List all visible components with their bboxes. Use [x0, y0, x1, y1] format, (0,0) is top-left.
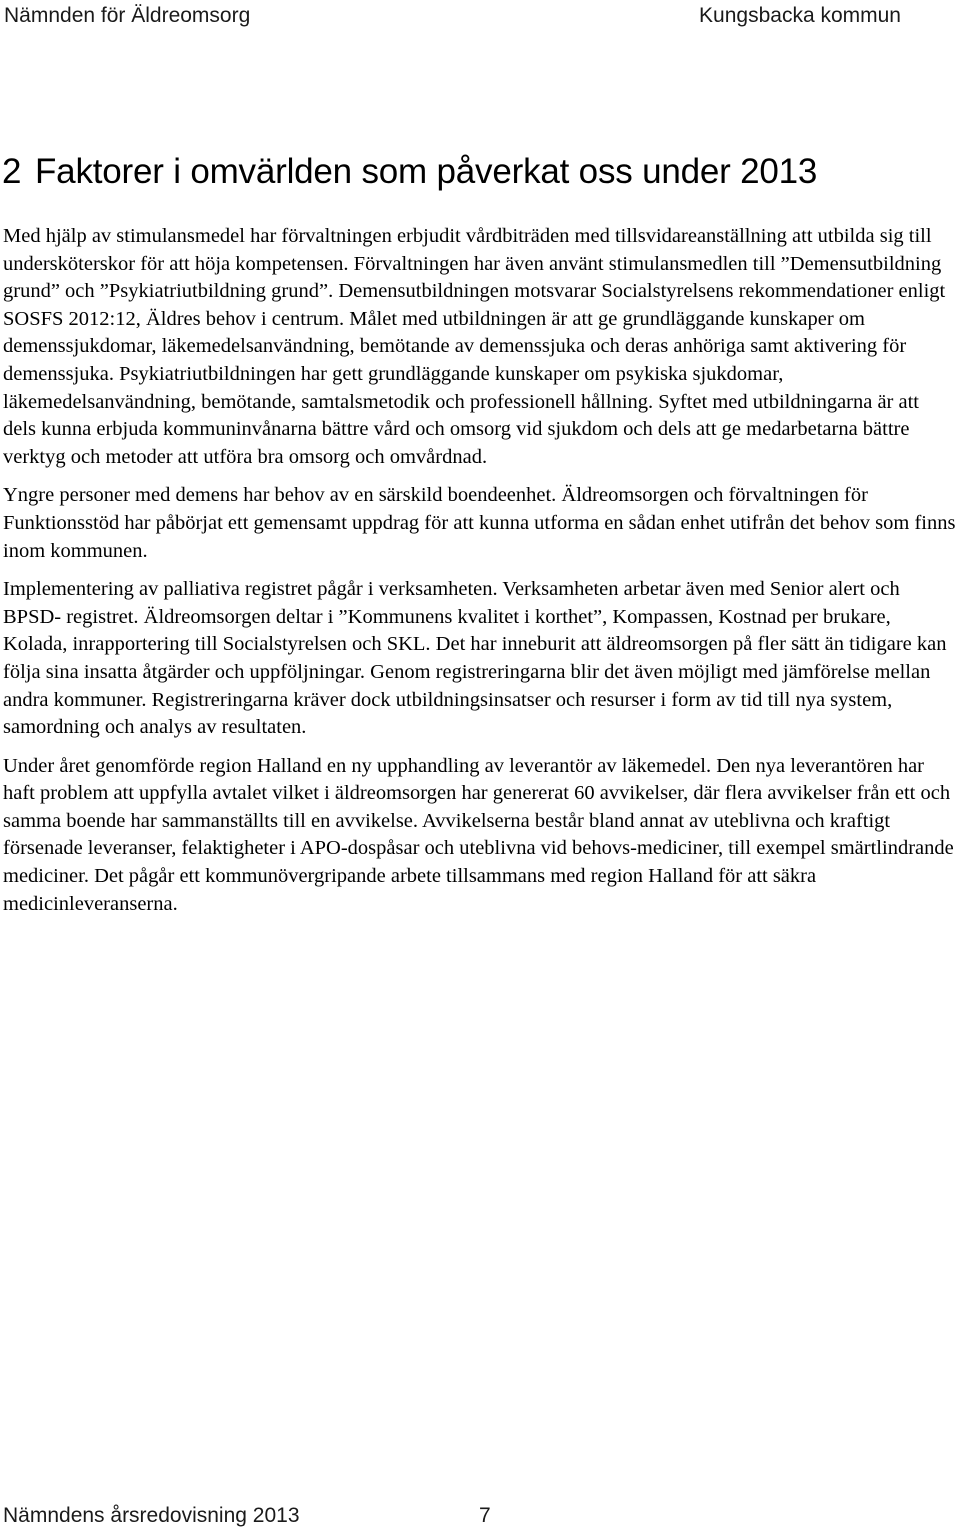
paragraph-registries: Implementering av palliativa registret pågår i verksamheten. Verksamheten arbetar även med Senior alert och BPSD- registret. Äldreomsorgen deltar i ”Kommunens kvalitet i korthet”, Kompassen, Kostnad per brukare, Kolada, inrapportering till Socialstyrelsen och SKL. Det har inneburit att äldreomsorgen på fler sätt än tidigare kan följa sina insatta åtgärder och uppföljningar. Genom registreringarna blir det även möjligt med jämförelse mellan andra kommuner. Registreringarna kräver dock utbildningsinsatser och resurser i form av tid till nya system, samordning och analys av resultaten. [3, 578, 947, 739]
paragraph-medication-supplier: Under året genomförde region Halland en ny upphandling av leverantör av läkemedel. Den nya leverantören har haft problem att uppfylla avtalet vilket i äldreomsorgen har genererat 60 avvikelser, där flera avvikelser från ett och samma boende har sammanställts till en avvikelse. Avvikelserna består bland annat av uteblivna och kraftigt försenade leveranser, felaktigheter i APO-dospåsar och uteblivna vid behovs-mediciner, till exempel smärtlindrande mediciner. Det pågår ett kommunövergripande arbete tillsammans med region Halland för att säkra medicinleveranserna. [3, 754, 954, 915]
header-municipality: Kungsbacka kommun [699, 4, 901, 27]
section-heading [0, 150, 960, 194]
page-header [0, 4, 960, 34]
paragraph-training: Med hjälp av stimulansmedel har förvaltningen erbjudit vårdbiträden med tillsvidareanställning att utbilda sig till undersköterskor för att höja kompetensen. Förvaltningen har även använt stimulansmedlen till ”Demensutbildning grund” och ”Psykiatriutbildning grund”. Demensutbildningen motsvarar Socialstyrelsens rekommendationer enligt SOSFS 2012:12, Äldres behov i centrum. Målet med utbildningen är att ge grundläggande kunskaper om demenssjukdomar, läkemedelsanvändning, bemötande av demenssjuka och deras anhöriga samt aktivering för demenssjuka. Psykiatriutbildningen har gett grundläggande kunskaper om psykiska sjukdomar, läkemedelsanvändning, bemötande, samtalsmetodik och professionell hållning. Syftet med utbildningarna är att dels kunna erbjuda kommuninvånarna bättre vård och omsorg vid sjukdom och dels att ge medarbetarna bättre verktyg och metoder att utföra bra omsorg och omvårdnad. [3, 225, 946, 468]
header-organization: Nämnden för Äldreomsorg [4, 4, 251, 27]
section-number: 2 [2, 152, 22, 191]
paragraph-young-dementia: Yngre personer med demens har behov av en särskild boendeenhet. Äldreomsorgen och förvaltningen för Funktionsstöd har påbörjat ett gemensamt uppdrag för att kunna utforma en sådan enhet utifrån det behov som finns inom kommunen. [3, 484, 956, 562]
body-text [3, 223, 957, 929]
section-title: Faktorer i omvärlden som påverkat oss under 2013 [35, 152, 818, 191]
footer-document-title: Nämndens årsredovisning 2013 [3, 1504, 300, 1527]
page-footer [0, 1504, 960, 1531]
page-number: 7 [479, 1504, 491, 1527]
